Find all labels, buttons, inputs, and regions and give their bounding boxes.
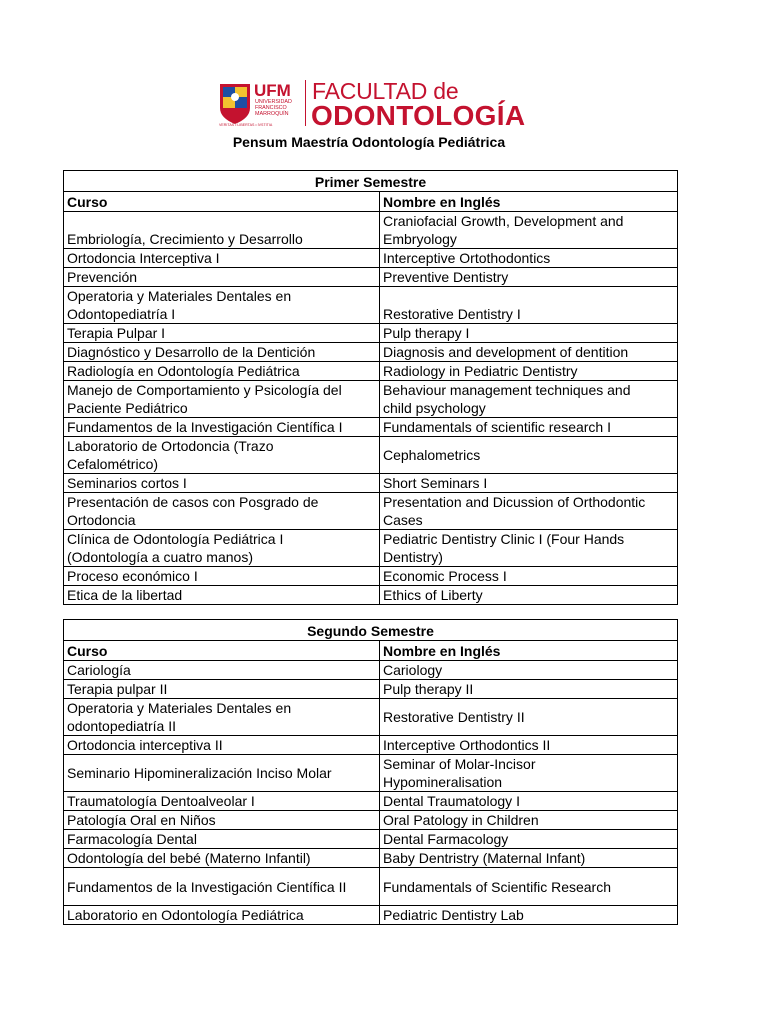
cell-line: Proceso económico I <box>67 568 198 584</box>
table-row <box>64 680 678 699</box>
cell-line: Hypomineralisation <box>383 774 503 790</box>
table-row <box>64 868 678 906</box>
column-header-english: Nombre en Inglés <box>380 192 678 212</box>
cell-line: Prevención <box>67 269 138 285</box>
english-name-cell <box>380 249 678 268</box>
column-header-course: Curso <box>64 192 380 212</box>
cell-line: child psychology <box>383 400 486 416</box>
english-name-cell <box>380 418 678 437</box>
table-primer-semestre <box>63 170 678 605</box>
course-name-cell <box>64 287 380 324</box>
cell-line: Etica de la libertad <box>67 587 183 603</box>
cell-line: Manejo de Comportamiento y Psicología del <box>67 382 342 398</box>
cell-line: Radiology in Pediatric Dentistry <box>383 363 578 379</box>
cell-line: Laboratorio en Odontología Pediátrica <box>67 907 304 923</box>
course-name-cell <box>64 661 380 680</box>
logo-sub-1: UNIVERSIDAD <box>255 99 292 105</box>
cell-line: Diagnosis and development of dentition <box>383 344 629 360</box>
cell-line: Cases <box>383 512 423 528</box>
cell-line: Dental Traumatology I <box>383 793 520 809</box>
course-name-cell <box>64 906 380 925</box>
english-name-cell <box>380 493 678 530</box>
course-name-cell <box>64 493 380 530</box>
cell-line: Cariology <box>383 662 443 678</box>
course-name-cell <box>64 212 380 249</box>
english-name-cell <box>380 811 678 830</box>
table-row <box>64 755 678 792</box>
logo-sub-2: FRANCISCO <box>255 105 287 111</box>
english-name-cell <box>380 474 678 493</box>
cell-line: Fundamentals of Scientific Research <box>383 878 611 895</box>
course-name-cell <box>64 567 380 586</box>
course-name-cell <box>64 736 380 755</box>
course-name-cell <box>64 792 380 811</box>
english-name-cell <box>380 381 678 418</box>
cell-line: Presentation and Dicussion of Orthodontic <box>383 494 646 510</box>
english-name-cell <box>380 212 678 249</box>
english-name-cell <box>380 437 678 474</box>
table-row <box>64 212 678 249</box>
english-name-cell <box>380 362 678 381</box>
cell-line: Seminarios cortos I <box>67 475 187 491</box>
ufm-logo <box>218 78 306 128</box>
english-name-cell <box>380 736 678 755</box>
table-body <box>64 661 678 925</box>
course-name-cell <box>64 324 380 343</box>
cell-line: Interceptive Orthodontics II <box>383 737 551 753</box>
table-row <box>64 324 678 343</box>
english-name-cell <box>380 287 678 324</box>
cell-line: Terapia pulpar II <box>67 681 168 697</box>
cell-line: Economic Process I <box>383 568 507 584</box>
course-name-cell <box>64 586 380 605</box>
cell-line: Presentación de casos con Posgrado de <box>67 494 319 510</box>
faculty-title-line2: ODONTOLOGÍA <box>311 100 526 131</box>
table-row <box>64 530 678 567</box>
cell-line: Baby Dentristry (Maternal Infant) <box>383 850 586 866</box>
english-name-cell <box>380 792 678 811</box>
cell-line: Paciente Pediátrico <box>67 400 188 416</box>
cell-line: Diagnóstico y Desarrollo de la Dentición <box>67 344 316 360</box>
cell-line: Farmacología Dental <box>67 831 197 847</box>
course-name-cell <box>64 811 380 830</box>
cell-line: Odontopediatría I <box>67 306 176 322</box>
course-name-cell <box>64 343 380 362</box>
cell-line: Laboratorio de Ortodoncia (Trazo <box>67 438 274 454</box>
course-name-cell <box>64 849 380 868</box>
english-name-cell <box>380 906 678 925</box>
cell-line: Craniofacial Growth, Development and <box>383 213 624 229</box>
cell-line: Interceptive Ortothodontics <box>383 250 551 266</box>
cell-line: Restorative Dentistry I <box>383 306 521 322</box>
cell-line: Seminar of Molar-Incisor <box>383 756 536 772</box>
cell-line: (Odontología a cuatro manos) <box>67 549 253 565</box>
table-body <box>64 212 678 605</box>
cell-line: Pulp therapy II <box>383 681 474 697</box>
cell-line: Odontología del bebé (Materno Infantil) <box>67 850 311 866</box>
table-row <box>64 586 678 605</box>
cell-line: Cefalométrico) <box>67 456 159 472</box>
english-name-cell <box>380 268 678 287</box>
english-name-cell <box>380 830 678 849</box>
table-row <box>64 906 678 925</box>
course-name-cell <box>64 268 380 287</box>
english-name-cell <box>380 699 678 736</box>
table-row <box>64 736 678 755</box>
course-name-cell <box>64 530 380 567</box>
english-name-cell <box>380 661 678 680</box>
english-name-cell <box>380 343 678 362</box>
table-row <box>64 493 678 530</box>
cell-line: Ortodoncia Interceptiva I <box>67 250 220 266</box>
logo-divider <box>305 80 306 126</box>
english-name-cell <box>380 324 678 343</box>
cell-line: Pediatric Dentistry Clinic I (Four Hands <box>383 531 625 547</box>
english-name-cell <box>380 755 678 792</box>
cell-line: Dentistry) <box>383 549 443 565</box>
cell-line: Ortodoncia interceptiva II <box>67 737 223 753</box>
table-row <box>64 437 678 474</box>
table-row <box>64 811 678 830</box>
table-row <box>64 830 678 849</box>
cell-line: Cephalometrics <box>383 447 481 463</box>
course-name-cell <box>64 418 380 437</box>
faculty-title-line1: FACULTAD de <box>312 78 459 104</box>
cell-line: Fundamentals of scientific research I <box>383 419 611 435</box>
cell-line: Pulp therapy I <box>383 325 470 341</box>
cell-line: Clínica de Odontología Pediátrica I <box>67 531 284 547</box>
course-name-cell <box>64 381 380 418</box>
table-row <box>64 699 678 736</box>
table-row <box>64 268 678 287</box>
table-segundo-semestre <box>63 619 678 925</box>
cell-line: Ethics of Liberty <box>383 587 483 603</box>
course-name-cell <box>64 474 380 493</box>
column-header-course: Curso <box>64 641 380 661</box>
cell-line: Fundamentos de la Investigación Científica II <box>67 878 347 895</box>
cell-line: Behaviour management techniques and <box>383 382 631 398</box>
cell-line: Short Seminars I <box>383 475 488 491</box>
english-name-cell <box>380 586 678 605</box>
cell-line: Terapia Pulpar I <box>67 325 166 341</box>
cell-line: Operatoria y Materiales Dentales en <box>67 288 292 304</box>
cell-line: Traumatología Dentoalveolar I <box>67 793 255 809</box>
table-row <box>64 849 678 868</box>
table-row <box>64 792 678 811</box>
document-title: Pensum Maestría Odontología Pediátrica <box>232 134 506 150</box>
cell-line: Fundamentos de la Investigación Científica I <box>67 419 343 435</box>
course-name-cell <box>64 680 380 699</box>
cell-line: Restorative Dentistry II <box>383 709 525 725</box>
semester-title: Primer Semestre <box>64 171 678 192</box>
cell-line: Dental Farmacology <box>383 831 509 847</box>
cell-line: Seminario Hipomineralización Inciso Molar <box>67 765 332 781</box>
cell-line: Embryology <box>383 231 457 247</box>
table-row <box>64 418 678 437</box>
table-row <box>64 381 678 418</box>
course-name-cell <box>64 830 380 849</box>
semester-title: Segundo Semestre <box>64 620 678 641</box>
table-row <box>64 362 678 381</box>
logo-sub-3: MARROQUÍN <box>255 111 289 117</box>
cell-line: Cariología <box>67 662 131 678</box>
cell-line: Operatoria y Materiales Dentales en <box>67 700 292 716</box>
table-row <box>64 661 678 680</box>
course-name-cell <box>64 755 380 792</box>
logo-motto: VERITAS • LIBERTAS • IVSTITIA <box>219 123 273 127</box>
cell-line: Patología Oral en Niños <box>67 812 216 828</box>
table-row <box>64 287 678 324</box>
logo-ufm-text: UFM <box>254 81 291 100</box>
table-row <box>64 567 678 586</box>
column-header-english: Nombre en Inglés <box>380 641 678 661</box>
cell-line: Radiología en Odontología Pediátrica <box>67 363 300 379</box>
cell-line: odontopediatría II <box>67 718 176 734</box>
table-row <box>64 343 678 362</box>
header <box>0 78 768 130</box>
table-row <box>64 249 678 268</box>
course-name-cell <box>64 699 380 736</box>
course-name-cell <box>64 868 380 906</box>
english-name-cell <box>380 567 678 586</box>
cell-line: Embriología, Crecimiento y Desarrollo <box>67 231 303 247</box>
course-name-cell <box>64 362 380 381</box>
course-name-cell <box>64 249 380 268</box>
cell-line: Ortodoncia <box>67 512 136 528</box>
english-name-cell <box>380 530 678 567</box>
english-name-cell <box>380 849 678 868</box>
cell-line: Pediatric Dentistry Lab <box>383 907 524 923</box>
course-name-cell <box>64 437 380 474</box>
cell-line: Oral Patology in Children <box>383 812 539 828</box>
english-name-cell <box>380 680 678 699</box>
cell-line: Preventive Dentistry <box>383 269 509 285</box>
table-row <box>64 474 678 493</box>
english-name-cell <box>380 868 678 906</box>
